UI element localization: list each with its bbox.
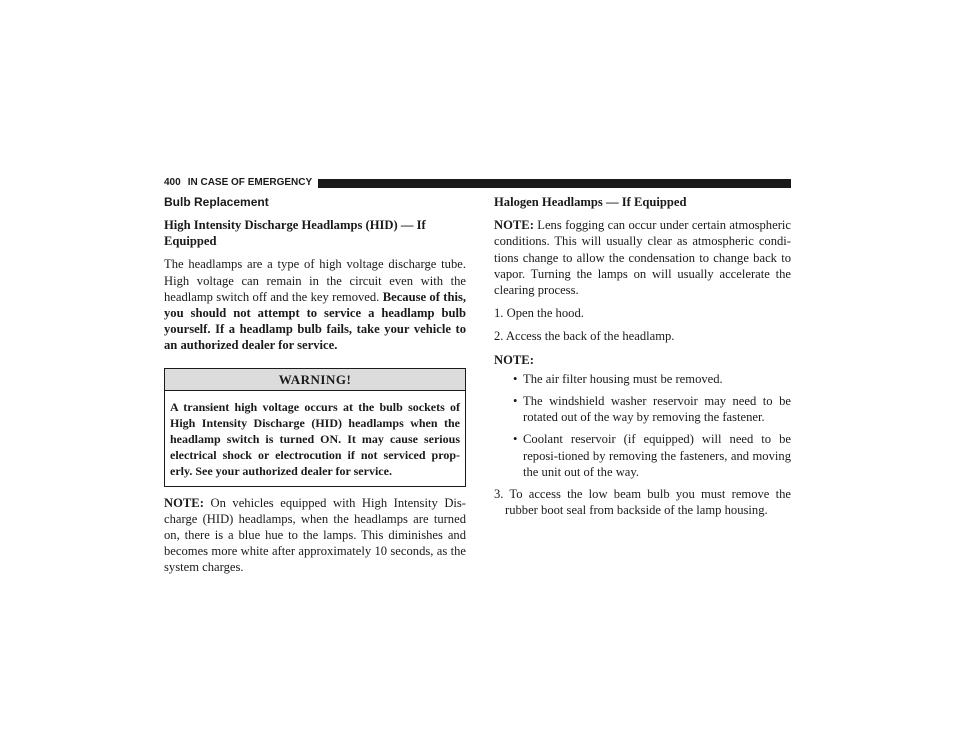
hid-intro-paragraph [164, 256, 466, 353]
warning-box [164, 368, 466, 487]
halogen-note-text: Lens fogging can occur under certain atmospheric conditions. This will usually clear as atmospheric condi-tions change to allow the condensation to change back to vapor. Turning the lamps on will usually accelerate the clearing process. [494, 218, 791, 298]
hid-headlamps-subheading: High Intensity Discharge Headlamps (HID) — If Equipped [164, 218, 426, 249]
bullet-text: Coolant reservoir (if equipped) will need to be reposi-tioned by removing the fasteners, and moving the unit out of the way. [523, 432, 791, 479]
halogen-note-paragraph [494, 217, 791, 298]
page-header [164, 178, 791, 188]
left-column [164, 194, 466, 576]
step-3: 3. To access the low beam bulb you must remove the rubber boot seal from backside of the lamp housing. [494, 487, 791, 518]
note-label: NOTE: [494, 218, 534, 233]
right-column [494, 194, 791, 525]
hid-intro-text: The headlamps are a type of high voltage discharge tube. High voltage can remain in the circuit even with the headlamp switch off and the key removed. [164, 257, 466, 304]
bulb-replacement-heading: Bulb Replacement [164, 195, 269, 209]
bullet-text: The windshield washer reservoir may need to be rotated out of the way by removing the fastener. [523, 394, 791, 425]
bullet-icon: • [513, 371, 518, 386]
list-item [494, 371, 791, 387]
bullet-icon: • [513, 432, 518, 447]
hid-intro-bold-text: Because of this, you should not attempt to service a headlamp bulb yourself. If a headlamp bulb fails, take your vehicle to an authorized dealer for service. [164, 289, 467, 353]
section-title: IN CASE OF EMERGENCY [187, 177, 313, 188]
bullet-icon: • [513, 394, 518, 409]
warning-body: A transient high voltage occurs at the bulb sockets of High Intensity Discharge (HID) headlamps when the headlamp switch is turned ON. It may cause serious electrical shock or electrocution if not serviced prop-erly. See your authorized dealer for service. [170, 399, 460, 479]
note-label: NOTE: [164, 495, 204, 510]
list-item [494, 393, 791, 425]
warning-title: WARNING! [165, 369, 465, 391]
list-item [494, 431, 791, 480]
step-1: 1. Open the hood. [494, 306, 584, 321]
page-number: 400 [164, 177, 181, 188]
step-2: 2. Access the back of the headlamp. [494, 329, 675, 344]
note-label: NOTE: [494, 352, 534, 367]
hid-note-paragraph [164, 495, 466, 576]
header-rule [318, 179, 791, 188]
halogen-headlamps-subheading: Halogen Headlamps — If Equipped [494, 195, 687, 209]
hid-note-text: On vehicles equipped with High Intensity Dis-charge (HID) headlamps, when the headlamps are turned on, there is a blue hue to the lamps. This diminishes and becomes more white after approximately 10 seconds, as the system charges. [164, 495, 467, 575]
bullet-text: The air filter housing must be removed. [523, 371, 723, 386]
